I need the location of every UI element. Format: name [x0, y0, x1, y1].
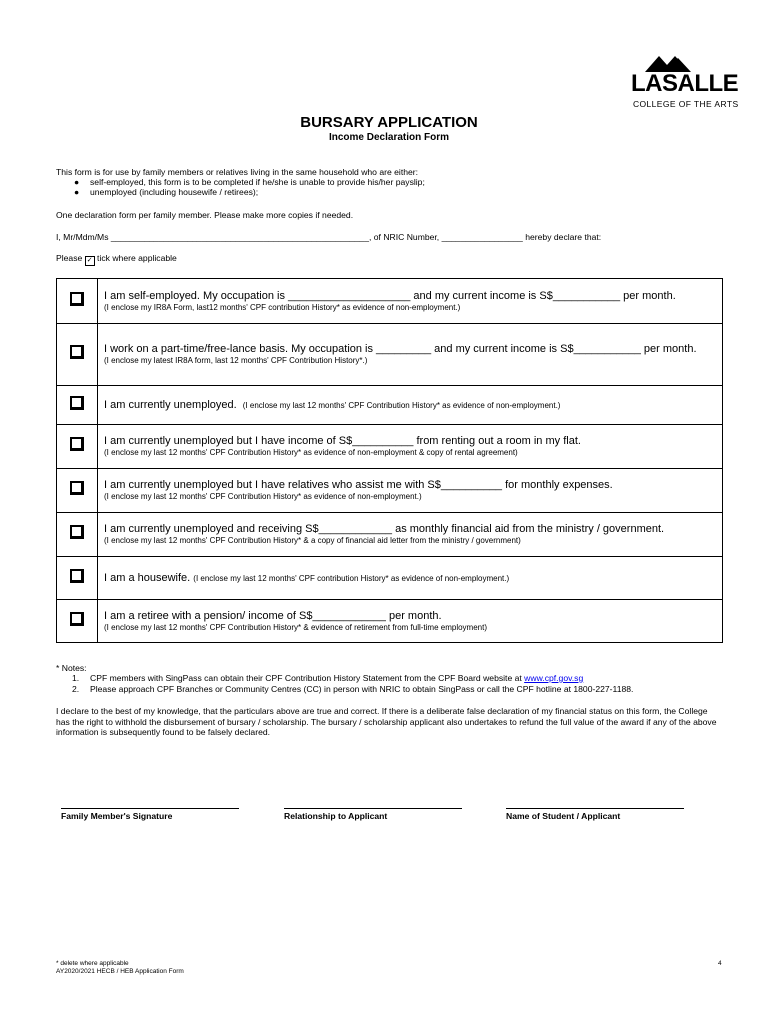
tick-instruction-prefix: Please	[56, 253, 85, 263]
option-note: (I enclose my last 12 months' CPF Contribution History* as evidence of non-employment.)	[104, 492, 422, 501]
option-main-text: I am currently unemployed and receiving S$____________ as monthly financial aid from the ministry / government.	[104, 523, 665, 535]
declarant-line[interactable]: I, Mr/Mdm/Ms ______________________________________________________, of NRIC Number, _________________ hereby declare that:	[56, 232, 602, 242]
note-number: 1.	[72, 673, 80, 683]
intro-bullets	[74, 177, 425, 197]
declaration-paragraph: I declare to the best of my knowledge, that the particulars above are true and correct. If there is a deliberate false declaration of my financial status on this form, the College has the right to withhold the disbursement of bursary / scholarship. The bursary / scholarship applicant also undertakes to refund the full value of the award if any of the above information is subsequently found to be falsely declared.	[56, 706, 717, 737]
option-text-cell	[98, 279, 723, 324]
page-subtitle: Income Declaration Form	[328, 132, 450, 143]
logo-subtitle: COLLEGE OF THE ARTS	[633, 99, 739, 109]
relationship-label: Relationship to Applicant	[284, 811, 388, 821]
checkbox-icon[interactable]	[70, 569, 84, 583]
note-text: CPF members with SingPass can obtain their CPF Contribution History Statement from the CPF Board website at	[90, 673, 525, 683]
option-note: (I enclose my last 12 months' CPF Contribution History* & evidence of retirement from full-time employment)	[104, 622, 487, 632]
option-row	[57, 386, 723, 425]
logo-name: LASALLE	[631, 70, 739, 97]
option-row	[57, 513, 723, 557]
copies-instruction: One declaration form per family member. Please make more copies if needed.	[56, 210, 354, 220]
option-note: (I enclose my latest IR8A form, last 12 months' CPF Contribution History*.)	[104, 356, 368, 365]
option-text-cell	[98, 324, 723, 386]
option-inline-note: (I enclose my last 12 months' CPF Contribution History* as evidence of non-employment.)	[242, 400, 561, 410]
bullet-text: self-employed, this form is to be completed if he/she is unable to provide his/her payslip;	[90, 177, 425, 187]
option-text-cell	[98, 513, 723, 557]
notes-list	[72, 673, 633, 695]
option-row	[57, 557, 723, 600]
checkbox-icon[interactable]	[70, 292, 84, 306]
checkbox-icon[interactable]	[70, 481, 84, 495]
option-note: (I enclose my last 12 months' CPF Contribution History* as evidence of non-employment & copy of rental agreement)	[104, 448, 518, 457]
option-main-text: I am currently unemployed.	[104, 398, 237, 411]
intro-text: This form is for use by family members or relatives living in the same household who are either:	[56, 167, 419, 177]
note-number: 2.	[72, 684, 80, 694]
bullet-text: unemployed (including housewife / retirees);	[90, 187, 259, 197]
option-checkbox-cell	[57, 425, 98, 469]
bullet-icon: ●	[74, 187, 80, 197]
student-name-line[interactable]	[506, 808, 684, 809]
option-inline-note: (I enclose my last 12 months' CPF contribution History* as evidence of non-employment.)	[193, 573, 510, 583]
notes-heading: * Notes:	[56, 663, 87, 673]
option-checkbox-cell	[57, 386, 98, 425]
option-checkbox-cell	[57, 324, 98, 386]
option-main-text: I am a housewife.	[104, 571, 191, 584]
family-signature-line[interactable]	[61, 808, 239, 809]
page-number: 4	[718, 960, 722, 967]
checkbox-icon[interactable]	[70, 437, 84, 451]
declaration-options-table	[56, 278, 723, 643]
student-name-label: Name of Student / Applicant	[506, 811, 621, 821]
checkbox-icon[interactable]	[70, 525, 84, 539]
option-main-text: I am self-employed. My occupation is ____________________ and my current income is S$___________ per month.	[104, 289, 676, 302]
ticked-box-icon: ✓	[85, 256, 95, 266]
tick-instruction	[56, 253, 177, 266]
option-main-text: I work on a part-time/free-lance basis. My occupation is _________ and my current income is S$___________ per month.	[104, 343, 697, 355]
relationship-line[interactable]	[284, 808, 462, 809]
option-row	[57, 279, 723, 324]
option-row	[57, 324, 723, 386]
option-row	[57, 425, 723, 469]
option-text-cell	[98, 425, 723, 469]
footer-form-name: AY2020/2021 HECB / HEB Application Form	[56, 968, 184, 975]
option-checkbox-cell	[57, 513, 98, 557]
option-main-text: I am currently unemployed but I have relatives who assist me with S$__________ for monthly expenses.	[104, 479, 613, 491]
option-checkbox-cell	[57, 279, 98, 324]
option-text-cell	[98, 600, 723, 643]
option-checkbox-cell	[57, 557, 98, 600]
note-text: Please approach CPF Branches or Community Centres (CC) in person with NRIC to obtain SingPass or call the CPF hotline at 1800-227-1188.	[90, 684, 634, 694]
option-main-text: I am a retiree with a pension/ income of S$____________ per month.	[104, 609, 442, 622]
option-row	[57, 469, 723, 513]
option-row	[57, 600, 723, 643]
double-peak-logo-icon	[645, 52, 703, 72]
option-checkbox-cell	[57, 469, 98, 513]
page-title: BURSARY APPLICATION	[300, 114, 478, 131]
note-item	[72, 684, 633, 695]
option-text-cell	[98, 557, 723, 600]
family-signature-label: Family Member's Signature	[61, 811, 173, 821]
bullet-icon: ●	[74, 177, 80, 187]
bullet-item	[74, 177, 425, 187]
option-text-cell	[98, 469, 723, 513]
option-note: (I enclose my IR8A Form, last12 months' CPF contribution History* as evidence of non-employment.)	[104, 302, 461, 312]
tick-instruction-suffix: tick where applicable	[94, 253, 177, 263]
checkbox-icon[interactable]	[70, 345, 84, 359]
checkbox-icon[interactable]	[70, 612, 84, 626]
cpf-website-link[interactable]: www.cpf.gov.sg	[524, 673, 584, 683]
option-note: (I enclose my last 12 months' CPF Contribution History* & a copy of financial aid letter from the ministry / government)	[104, 536, 521, 545]
option-text-cell	[98, 386, 723, 425]
checkbox-icon[interactable]	[70, 396, 84, 410]
option-checkbox-cell	[57, 600, 98, 643]
option-main-text: I am currently unemployed but I have income of S$__________ from renting out a room in my flat.	[104, 435, 581, 447]
footer-note: * delete where applicable	[56, 960, 129, 967]
bullet-item	[74, 187, 425, 197]
note-item	[72, 673, 633, 684]
